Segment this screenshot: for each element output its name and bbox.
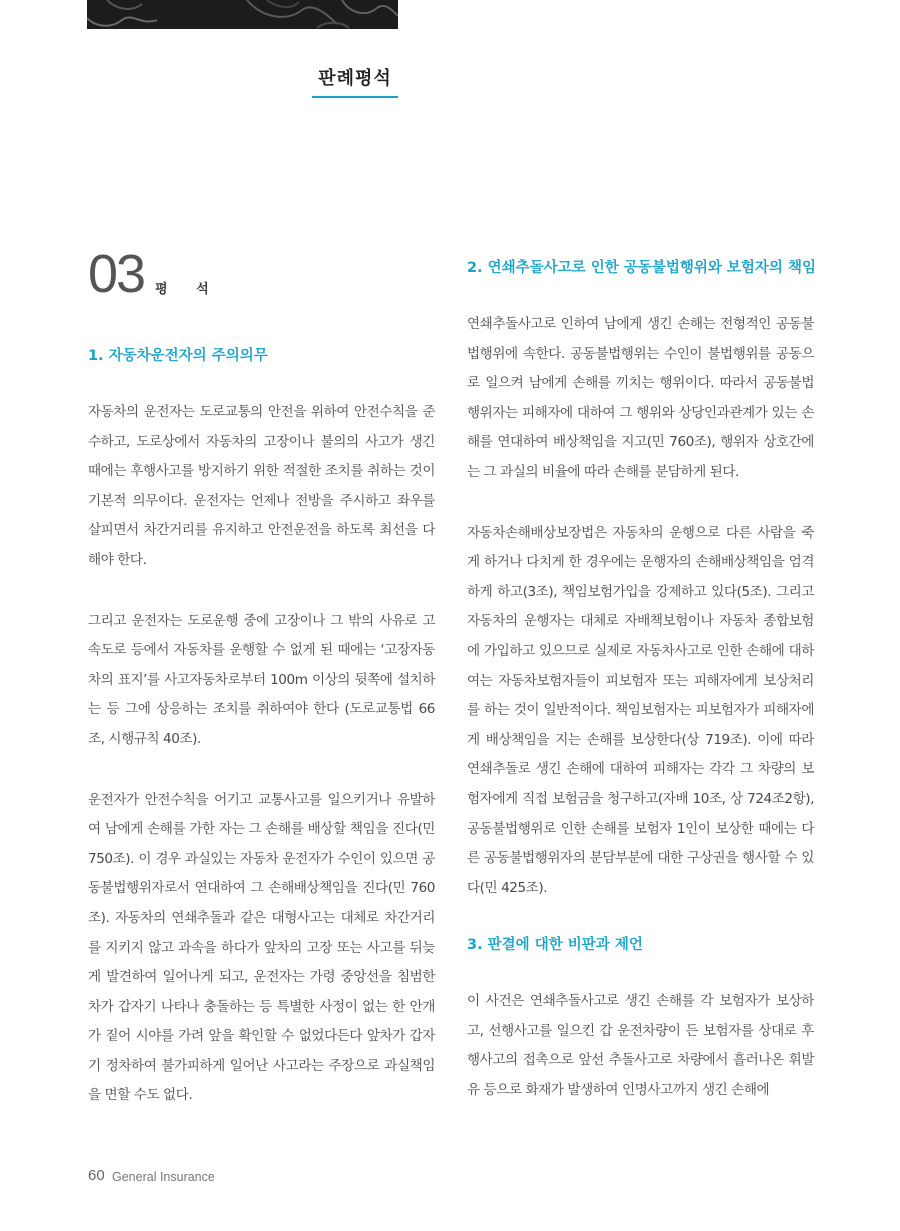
publication-name: General Insurance — [112, 1170, 215, 1184]
section-2-paragraph-2: 자동차손해배상보장법은 자동차의 운행으로 다른 사람을 죽게 하거나 다치게 한 경우에는 운행자의 손해배상책임을 엄격하게 하고(3조), 책임보험가입을 강제하고 있다(5조). 그리고 자동차의 운행자는 대체로 자배책보험이나 자동차 종합보험에 가입하고 있으므로 실제로 자동차사고로 인한 손해에 대하여는 자동차보험자들이 피보험자 또는 피해자에게 보상처리를 하는 것이 일반적이다. 책임보험자는 피보험자가 피해자에게 배상책임을 지는 손해를 보상한다(상 719조). 이에 따라 연쇄추돌로 생긴 손해에 대하여 피해자는 각각 그 차량의 보험자에게 직접 보험금을 청구하고(자배 10조, 상 724조2항), 공동불법행위로 인한 손해를 보험자 1인이 보상한 때에는 다른 공동불법행위자의 분담부분에 대한 구상권을 행사할 수 있다(민 425조). — [467, 524, 814, 896]
section-label: 평 석 — [155, 282, 221, 297]
section-1-heading: 1. 자동차운전자의 주의의무 — [88, 348, 268, 364]
section-3-paragraph-1: 이 사건은 연쇄추돌사고로 생긴 손해를 각 보험자가 보상하고, 선행사고를 일으킨 갑 운전차량이 든 보험자를 상대로 후행사고의 접촉으로 앞선 추돌사고로 차량에서 흘러나온 휘발유 등으로 화재가 발생하여 인명사고까지 생긴 손해에 — [467, 993, 814, 1099]
section-1-paragraph-3: 운전자가 안전수칙을 어기고 교통사고를 일으키거나 유발하여 남에게 손해를 가한 자는 그 손해를 배상할 책임을 진다(민 750조). 이 경우 과실있는 자동차 운전자가 수인이 있으면 공동불법행위자로서 연대하여 그 손해배상책임을 진다(민 760조). 자동차의 연쇄추돌과 같은 대형사고는 대체로 차간거리를 지키지 않고 과속을 하다가 앞차의 고장 또는 사고를 뒤늦게 발견하여 일어나게 되고, 운전자는 가령 중앙선을 침범한 차가 갑자기 나타나 충돌하는 등 특별한 사정이 없는 한 안개가 짙어 시야를 가려 앞을 확인할 수 없었다든다 앞차가 갑자기 정차하여 불가피하게 일어난 사고라는 주장으로 과실책임을 면할 수도 없다. — [88, 791, 435, 1104]
header-banner — [87, 0, 398, 29]
section-2-heading: 2. 연쇄추돌사고로 인한 공동불법행위와 보험자의 책임 — [467, 260, 816, 276]
section-1-paragraph-1: 자동차의 운전자는 도로교통의 안전을 위하여 안전수칙을 준수하고, 도로상에서 자동차의 고장이나 불의의 사고가 생긴 때에는 후행사고를 방지하기 위한 적절한 조치를 취하는 것이 기본적 의무이다. 운전자는 언제나 전방을 주시하고 좌우를 살피면서 차간거리를 유지하고 안전운전을 하도록 최선을 다해야 한다. — [88, 404, 435, 568]
page-number: 60 — [88, 1167, 105, 1184]
section-number: 03 — [88, 244, 145, 304]
page-header-title: 판례평석 — [312, 64, 398, 98]
right-column — [467, 257, 814, 1106]
section-2-paragraph-1: 연쇄추돌사고로 인하여 남에게 생긴 손해는 전형적인 공동불법행위에 속한다. 공동불법행위는 수인이 불법행위를 공동으로 일으켜 남에게 손해를 끼치는 행위이다. 따라서 공동불법행위자는 피해자에 대하여 그 행위와 상당인과관계가 있는 손해를 연대하여 배상책임을 지고(민 760조), 행위자 상호간에는 그 과실의 비율에 따라 손해를 분담하게 된다. — [467, 316, 814, 480]
left-column — [88, 345, 435, 1111]
section-1-paragraph-2: 그리고 운전자는 도로운행 중에 고장이나 그 밖의 사유로 고속도로 등에서 자동차를 운행할 수 없게 된 때에는 ‘고장자동차의 표지’를 사고자동차로부터 100m 이상의 뒷쪽에 설치하는 등 그에 상응하는 조치를 취하여야 한다 (도로교통법 66조, 시행규칙 40조). — [88, 612, 435, 747]
section-3-heading: 3. 판결에 대한 비판과 제언 — [467, 937, 643, 954]
decorative-pattern-icon — [87, 0, 398, 29]
